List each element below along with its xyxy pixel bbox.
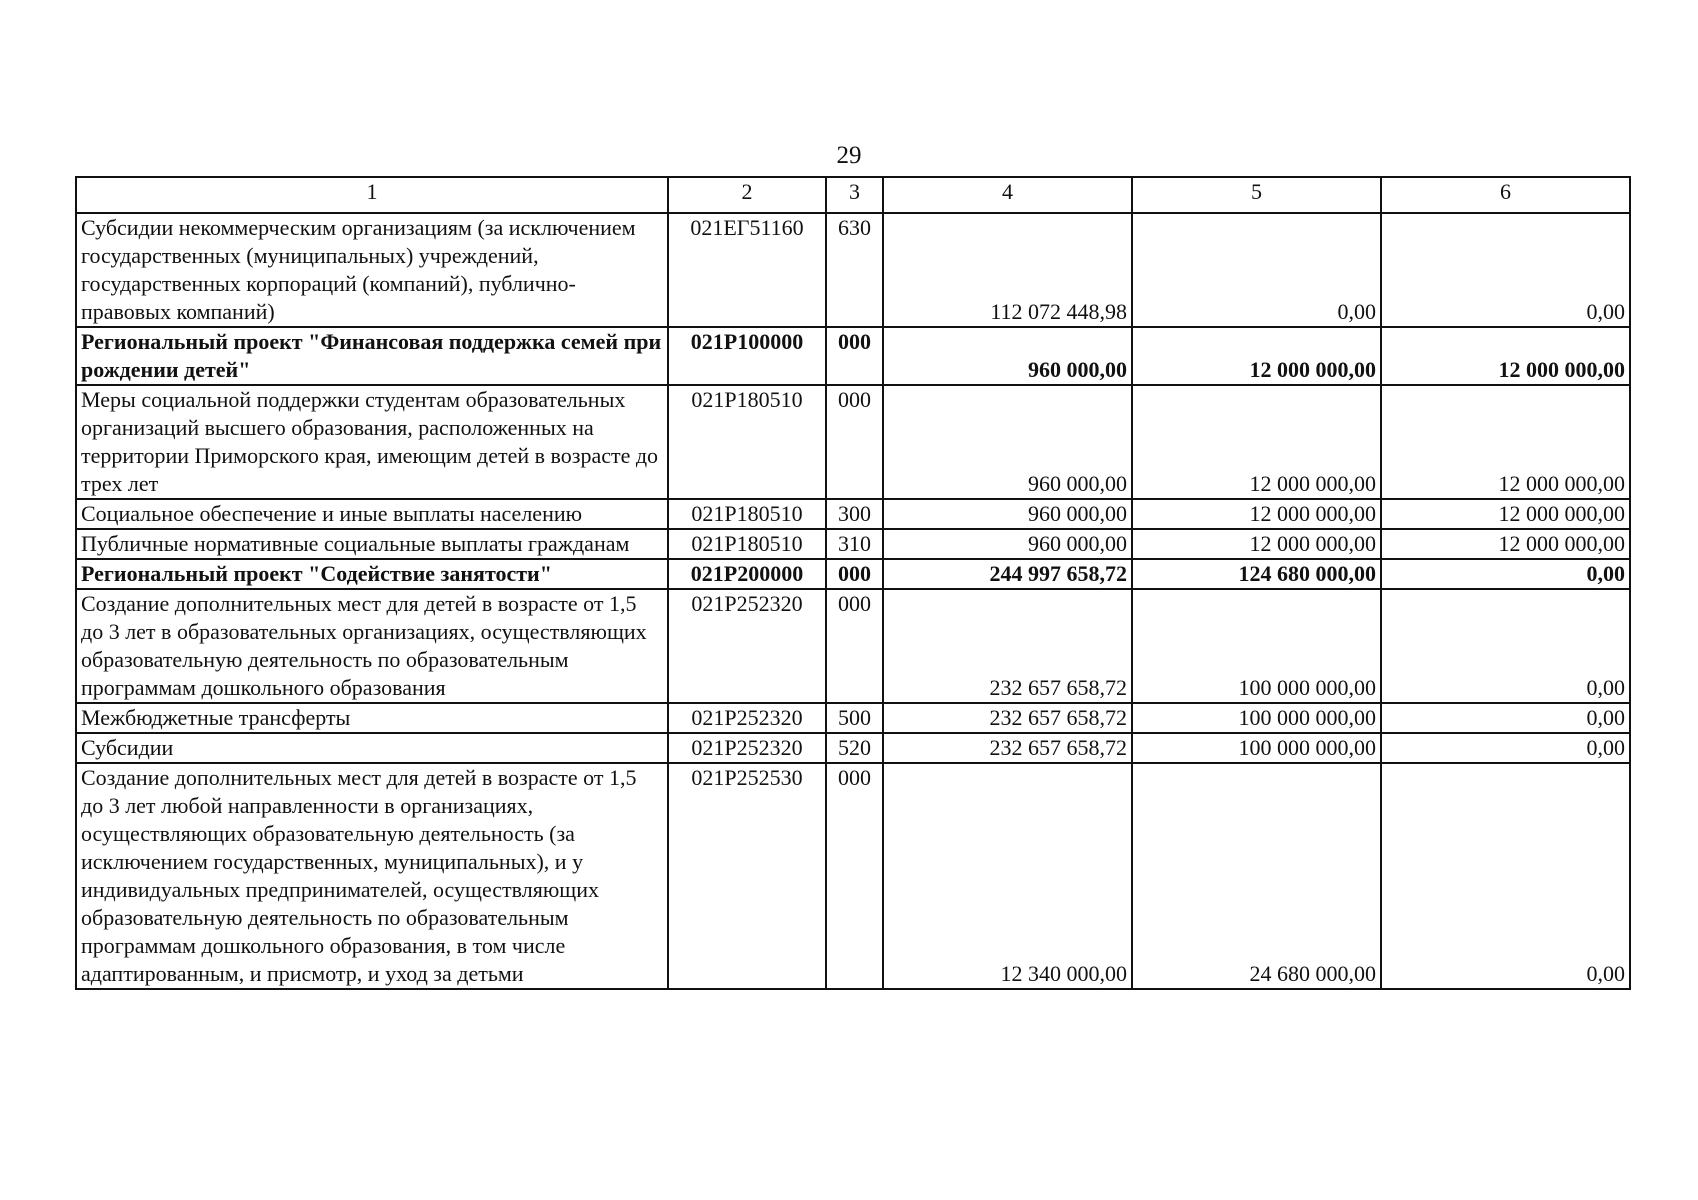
row-amount-col5: 12 000 000,00 [1132,327,1381,385]
row-expense-type: 000 [826,559,883,589]
row-amount-col5: 24 680 000,00 [1132,763,1381,989]
row-expense-type: 000 [826,385,883,499]
row-name: Меры социальной поддержки студентам образовательных организаций высшего образования, расположенных на территории Приморского края, имеющим детей в возрасте до трех лет [76,385,668,499]
row-name: Региональный проект "Финансовая поддержка семей при рождении детей" [76,327,668,385]
row-name: Региональный проект "Содействие занятости" [76,559,668,589]
column-header-5: 5 [1132,177,1381,213]
row-amount-col4: 960 000,00 [883,327,1132,385]
row-name: Публичные нормативные социальные выплаты гражданам [76,529,668,559]
row-amount-col5: 0,00 [1132,213,1381,327]
row-name: Субсидии некоммерческим организациям (за исключением государственных (муниципальных) учреждений, государственных корпораций (компаний), публично-правовых компаний) [76,213,668,327]
row-code: 021P180510 [668,385,826,499]
table-row [76,559,1630,589]
column-header-3: 3 [826,177,883,213]
row-amount-col4: 232 657 658,72 [883,589,1132,703]
row-code: 021P180510 [668,499,826,529]
row-code: 021P180510 [668,529,826,559]
row-amount-col5: 124 680 000,00 [1132,559,1381,589]
column-header-2: 2 [668,177,826,213]
row-expense-type: 630 [826,213,883,327]
row-expense-type: 310 [826,529,883,559]
row-code: 021P100000 [668,327,826,385]
page-number: 29 [836,142,862,169]
row-name: Межбюджетные трансферты [76,703,668,733]
row-expense-type: 000 [826,589,883,703]
row-expense-type: 000 [826,763,883,989]
row-code: 021P252320 [668,589,826,703]
column-header-1: 1 [76,177,668,213]
row-amount-col4: 12 340 000,00 [883,763,1132,989]
row-name: Создание дополнительных мест для детей в возрасте от 1,5 до 3 лет любой направленности в организациях, осуществляющих образовательную деятельность (за исключением государственных, муниципальных), и у индивидуальных предпринимателей, осуществляющих образовательную деятельность по образовательным программам дошкольного образования, в том числе адаптированным, и присмотр, и уход за детьми [76,763,668,989]
row-name: Субсидии [76,733,668,763]
row-amount-col6: 12 000 000,00 [1381,327,1630,385]
row-code: 021P252530 [668,763,826,989]
table-row [76,763,1630,989]
row-amount-col4: 244 997 658,72 [883,559,1132,589]
row-amount-col6: 0,00 [1381,559,1630,589]
row-code: 021P252320 [668,703,826,733]
row-amount-col4: 960 000,00 [883,529,1132,559]
row-amount-col4: 232 657 658,72 [883,733,1132,763]
row-expense-type: 300 [826,499,883,529]
row-name: Социальное обеспечение и иные выплаты населению [76,499,668,529]
row-amount-col6: 0,00 [1381,589,1630,703]
row-amount-col6: 12 000 000,00 [1381,385,1630,499]
table-row [76,213,1630,327]
row-amount-col4: 112 072 448,98 [883,213,1132,327]
row-amount-col5: 100 000 000,00 [1132,589,1381,703]
row-name: Создание дополнительных мест для детей в возрасте от 1,5 до 3 лет в образовательных организациях, осуществляющих образовательную деятельность по образовательным программам дошкольного образования [76,589,668,703]
row-amount-col4: 960 000,00 [883,499,1132,529]
column-header-4: 4 [883,177,1132,213]
row-amount-col5: 12 000 000,00 [1132,529,1381,559]
row-expense-type: 500 [826,703,883,733]
row-amount-col6: 12 000 000,00 [1381,529,1630,559]
row-amount-col6: 0,00 [1381,213,1630,327]
row-amount-col5: 12 000 000,00 [1132,385,1381,499]
row-code: 021ЕГ51160 [668,213,826,327]
row-code: 021P252320 [668,733,826,763]
row-amount-col5: 12 000 000,00 [1132,499,1381,529]
table-body [76,213,1630,989]
row-amount-col4: 960 000,00 [883,385,1132,499]
row-code: 021P200000 [668,559,826,589]
row-amount-col5: 100 000 000,00 [1132,703,1381,733]
budget-table [75,176,1631,990]
table-row [76,703,1630,733]
table-row [76,529,1630,559]
row-expense-type: 000 [826,327,883,385]
column-header-6: 6 [1381,177,1630,213]
table-row [76,499,1630,529]
row-amount-col6: 0,00 [1381,733,1630,763]
row-expense-type: 520 [826,733,883,763]
row-amount-col5: 100 000 000,00 [1132,733,1381,763]
row-amount-col6: 12 000 000,00 [1381,499,1630,529]
table-header-row [76,177,1630,213]
table-row [76,385,1630,499]
table-row [76,327,1630,385]
row-amount-col4: 232 657 658,72 [883,703,1132,733]
table-row [76,733,1630,763]
row-amount-col6: 0,00 [1381,703,1630,733]
row-amount-col6: 0,00 [1381,763,1630,989]
table-row [76,589,1630,703]
